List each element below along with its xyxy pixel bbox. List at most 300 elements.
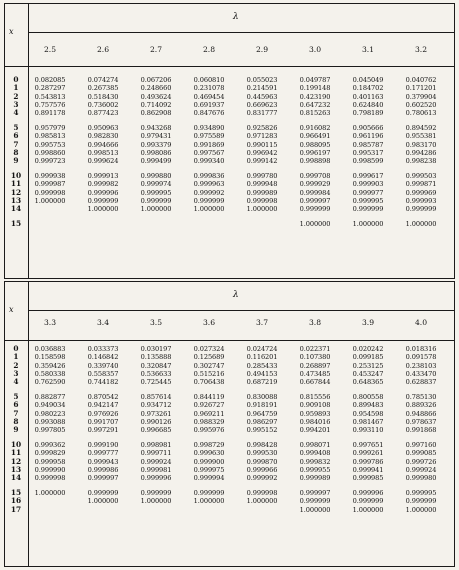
row-label: 6: [13, 400, 19, 410]
table-cell: 0.995976: [193, 426, 225, 435]
table-cell: 1.000000: [140, 205, 172, 214]
table-cell: 0.999999: [405, 205, 437, 214]
table-cell: 0.999708: [299, 172, 331, 180]
table-cell: 0.027324: [193, 345, 225, 353]
row-label: 15: [10, 219, 22, 228]
column-header: 2.7: [149, 45, 163, 54]
table-cell: 0.494153: [246, 369, 278, 378]
row-label: 5: [13, 123, 19, 132]
table-cell: 0.934890: [193, 124, 225, 132]
table-cell: 0.999903: [352, 180, 384, 189]
table-cell: 0.999996: [87, 188, 119, 197]
table-cell: 0.973261: [140, 409, 172, 418]
table-cell: 0.984016: [299, 417, 331, 426]
header-bottom-rule: [5, 66, 454, 67]
table-cell: 0.998238: [405, 157, 437, 166]
table-cell: 0.916082: [299, 124, 331, 132]
table-cell: 0.889326: [405, 401, 437, 410]
row-header-x: x: [9, 305, 14, 314]
table-cell: 0.997651: [352, 441, 384, 449]
table-cell: 0.830088: [246, 393, 278, 401]
row-label: 0: [13, 344, 19, 353]
table-cell: 0.669623: [246, 100, 278, 109]
table-cell: 0.994666: [87, 140, 119, 149]
table-cell: 0.238103: [405, 361, 437, 370]
table-cell: 0.999871: [405, 180, 437, 189]
table-cell: 0.815556: [299, 393, 331, 401]
table-cell: 0.999913: [87, 172, 119, 180]
table-cell: 0.024724: [246, 345, 278, 353]
table-cell: 0.999997: [299, 489, 331, 497]
table-cell: 0.999929: [299, 180, 331, 189]
table-cell: 0.999786: [352, 457, 384, 466]
table-cell: 0.999996: [352, 489, 384, 497]
table-cell: 0.036883: [34, 345, 66, 353]
table-cell: 0.999999: [352, 205, 384, 214]
table-cell: 0.999998: [246, 196, 278, 205]
table-cell: 0.624840: [352, 100, 384, 109]
table-cell: 0.995753: [34, 140, 66, 149]
row-label: 13: [10, 195, 22, 205]
row-label: 7: [13, 408, 19, 418]
column-header: 3.1: [361, 45, 375, 54]
table-cell: 0.706438: [193, 378, 225, 387]
table-cell: 0.800558: [352, 393, 384, 401]
table-cell: 0.815263: [299, 109, 331, 118]
table-cell: 0.999999: [299, 497, 331, 506]
table-cell: 0.980223: [34, 409, 66, 418]
column-header: 3.3: [43, 318, 57, 327]
table-cell: 0.999938: [34, 172, 66, 180]
table-cell: 0.999997: [299, 196, 331, 205]
table-cell: 0.214591: [246, 84, 278, 93]
row-label: 10: [10, 440, 22, 449]
column-header: 2.8: [202, 45, 216, 54]
table-cell: 0.135888: [140, 353, 172, 362]
table-cell: 0.248660: [140, 84, 172, 93]
table-cell: 0.107380: [299, 353, 331, 362]
table-cell: 0.999723: [34, 157, 66, 166]
row-label: 9: [13, 156, 19, 166]
table-cell: 0.628837: [405, 378, 437, 387]
table-cell: 0.955381: [405, 132, 437, 141]
table-cell: 0.999943: [87, 457, 119, 466]
table-cell: 0.580338: [34, 369, 66, 378]
table-cell: 0.030197: [140, 345, 172, 353]
table-cell: 0.647232: [299, 100, 331, 109]
table-cell: 1.000000: [405, 220, 437, 228]
table-cell: 0.999992: [246, 474, 278, 483]
table-cell: 1.000000: [193, 497, 225, 506]
table-cell: 0.894592: [405, 124, 437, 132]
table-cell: 0.862908: [140, 109, 172, 118]
table-cell: 0.905666: [352, 124, 384, 132]
table-cell: 0.998428: [246, 441, 278, 449]
table-cell: 0.999982: [87, 180, 119, 189]
table-cell: 0.473485: [299, 369, 331, 378]
table-cell: 0.060810: [193, 76, 225, 84]
column-header: 2.6: [96, 45, 110, 54]
column-header: 2.9: [255, 45, 269, 54]
table-cell: 0.687219: [246, 378, 278, 387]
table-cell: 0.999261: [352, 449, 384, 458]
table-cell: 0.988329: [193, 417, 225, 426]
table-cell: 0.998086: [140, 148, 172, 157]
table-cell: 0.999981: [140, 465, 172, 474]
table-cell: 0.999997: [87, 474, 119, 483]
table-cell: 1.000000: [140, 497, 172, 506]
table-cell: 0.999499: [140, 157, 172, 166]
table-cell: 0.981467: [352, 417, 384, 426]
table-cell: 0.997805: [34, 426, 66, 435]
table-cell: 0.857614: [140, 393, 172, 401]
table-cell: 0.999969: [405, 188, 437, 197]
table-cell: 0.999975: [193, 465, 225, 474]
row-label: 4: [13, 377, 19, 387]
table-cell: 0.899483: [352, 401, 384, 410]
table-cell: 0.445963: [246, 92, 278, 101]
table-cell: 0.999624: [87, 157, 119, 166]
table-cell: 0.978637: [405, 417, 437, 426]
table-cell: 0.993088: [34, 417, 66, 426]
table-cell: 0.999711: [140, 449, 172, 458]
table-cell: 0.882877: [34, 393, 66, 401]
table-cell: 0.999999: [193, 489, 225, 497]
table-cell: 1.000000: [34, 489, 66, 497]
table-cell: 1.000000: [246, 205, 278, 214]
table-cell: 0.231078: [193, 84, 225, 93]
row-label: 11: [10, 179, 22, 189]
table-cell: 0.158598: [34, 353, 66, 362]
table-cell: 0.985787: [352, 140, 384, 149]
table-cell: 0.964759: [246, 409, 278, 418]
cumulative-table-bottom: [4, 281, 455, 567]
table-cell: 0.999999: [405, 497, 437, 506]
table-cell: 0.285433: [246, 361, 278, 370]
table-cell: 0.999980: [405, 474, 437, 483]
lambda-symbol: λ: [233, 12, 239, 22]
table-cell: 0.847676: [193, 109, 225, 118]
table-cell: 0.988095: [299, 140, 331, 149]
row-label: 2: [13, 360, 19, 370]
table-cell: 0.831777: [246, 109, 278, 118]
column-header: 3.2: [414, 45, 428, 54]
row-label: 1: [13, 352, 19, 362]
table-cell: 0.999990: [34, 465, 66, 474]
table-cell: 0.925826: [246, 124, 278, 132]
table-cell: 0.379904: [405, 92, 437, 101]
table-cell: 0.999999: [140, 489, 172, 497]
table-cell: 0.725445: [140, 378, 172, 387]
table-cell: 0.453247: [352, 369, 384, 378]
table-cell: 0.976926: [87, 409, 119, 418]
header-bottom-rule: [5, 340, 454, 341]
table-cell: 0.714092: [140, 100, 172, 109]
table-cell: 0.543813: [34, 92, 66, 101]
row-label: 12: [10, 456, 22, 466]
table-cell: 0.055023: [246, 76, 278, 84]
table-cell: 0.146842: [87, 353, 119, 362]
row-label: 0: [13, 75, 19, 84]
table-cell: 0.125689: [193, 353, 225, 362]
column-header: 4.0: [414, 318, 428, 327]
table-cell: 0.116201: [246, 353, 278, 362]
table-cell: 0.798189: [352, 109, 384, 118]
table-cell: 0.999999: [87, 196, 119, 205]
table-cell: 0.199148: [299, 84, 331, 93]
table-cell: 0.954598: [352, 409, 384, 418]
table-cell: 0.998513: [87, 148, 119, 157]
row-label: 8: [13, 416, 19, 426]
column-header: 3.0: [308, 45, 322, 54]
table-cell: 0.691937: [193, 100, 225, 109]
table-cell: 0.870542: [87, 393, 119, 401]
row-header-x: x: [9, 27, 14, 36]
table-cell: 0.999085: [405, 449, 437, 458]
table-cell: 0.999142: [246, 157, 278, 166]
table-cell: 0.359426: [34, 361, 66, 370]
header-divider: [28, 32, 454, 33]
table-cell: 0.999998: [34, 474, 66, 483]
table-cell: 0.999726: [405, 457, 437, 466]
table-cell: 0.999989: [246, 188, 278, 197]
table-cell: 0.993110: [352, 426, 384, 435]
cumulative-table-top: [4, 3, 455, 279]
header-divider: [28, 310, 454, 311]
table-cell: 0.998981: [140, 441, 172, 449]
row-label: 4: [13, 108, 19, 118]
table-cell: 0.602520: [405, 100, 437, 109]
table-cell: 0.998599: [352, 157, 384, 166]
row-label: 16: [10, 496, 22, 506]
table-cell: 0.999992: [193, 188, 225, 197]
table-cell: 0.045049: [352, 76, 384, 84]
table-cell: 0.493624: [140, 92, 172, 101]
table-cell: 0.991869: [193, 140, 225, 149]
table-cell: 0.934712: [140, 401, 172, 410]
table-cell: 0.999998: [246, 489, 278, 497]
table-cell: 0.022371: [299, 345, 331, 353]
table-cell: 0.999999: [299, 205, 331, 214]
table-cell: 0.780613: [405, 109, 437, 118]
table-cell: 0.998729: [193, 441, 225, 449]
table-cell: 0.999408: [299, 449, 331, 458]
table-cell: 0.997160: [405, 441, 437, 449]
table-cell: 0.991707: [87, 417, 119, 426]
table-cell: 0.918191: [246, 401, 278, 410]
table-cell: 0.993379: [140, 140, 172, 149]
row-label: 7: [13, 139, 19, 149]
table-cell: 1.000000: [299, 505, 331, 514]
row-label: 9: [13, 425, 19, 435]
table-cell: 0.996942: [246, 148, 278, 157]
table-cell: 0.785130: [405, 393, 437, 401]
table-cell: 0.999880: [140, 172, 172, 180]
table-cell: 0.744182: [87, 378, 119, 387]
table-cell: 0.986297: [246, 417, 278, 426]
table-cell: 0.999924: [140, 457, 172, 466]
table-cell: 0.320847: [140, 361, 172, 370]
row-label: 1: [13, 83, 19, 93]
table-cell: 0.999777: [87, 449, 119, 458]
table-cell: 0.998860: [34, 148, 66, 157]
table-cell: 0.074274: [87, 76, 119, 84]
table-cell: 1.000000: [405, 505, 437, 514]
column-header: 2.5: [43, 45, 57, 54]
table-cell: 0.957979: [34, 124, 66, 132]
table-cell: 0.999530: [246, 449, 278, 458]
table-cell: 0.999998: [34, 188, 66, 197]
table-cell: 0.966491: [299, 132, 331, 141]
table-cell: 0.999995: [405, 489, 437, 497]
row-label: 5: [13, 392, 19, 401]
table-cell: 0.999995: [352, 196, 384, 205]
column-header: 3.9: [361, 318, 375, 327]
table-cell: 0.997567: [193, 148, 225, 157]
row-label: 15: [10, 488, 22, 497]
row-label: 6: [13, 131, 19, 141]
table-cell: 1.000000: [246, 497, 278, 506]
table-cell: 0.979431: [140, 132, 172, 141]
table-cell: 0.287297: [34, 84, 66, 93]
column-header: 3.5: [149, 318, 163, 327]
row-label: 8: [13, 147, 19, 157]
table-cell: 0.991868: [405, 426, 437, 435]
table-cell: 0.302747: [193, 361, 225, 370]
table-cell: 0.253125: [352, 361, 384, 370]
row-label: 14: [10, 473, 22, 483]
table-cell: 0.999829: [34, 449, 66, 458]
table-cell: 0.990115: [246, 140, 278, 149]
table-cell: 0.339740: [87, 361, 119, 370]
table-cell: 0.469454: [193, 92, 225, 101]
row-label: 17: [10, 504, 22, 514]
table-cell: 0.999984: [299, 188, 331, 197]
table-cell: 0.950963: [87, 124, 119, 132]
table-cell: 0.998071: [299, 441, 331, 449]
table-cell: 0.667844: [299, 378, 331, 387]
column-header: 3.6: [202, 318, 216, 327]
table-cell: 0.877423: [87, 109, 119, 118]
table-cell: 0.999963: [193, 180, 225, 189]
table-cell: 0.996197: [299, 148, 331, 157]
table-cell: 0.997291: [87, 426, 119, 435]
column-header: 3.4: [96, 318, 110, 327]
table-cell: 0.267385: [87, 84, 119, 93]
table-cell: 0.999955: [299, 465, 331, 474]
table-cell: 0.999941: [352, 465, 384, 474]
table-cell: 0.171201: [405, 84, 437, 93]
table-cell: 1.000000: [193, 205, 225, 214]
table-cell: 1.000000: [299, 220, 331, 228]
table-cell: 0.969211: [193, 409, 225, 418]
table-cell: 0.999832: [299, 457, 331, 466]
table-cell: 0.999996: [140, 474, 172, 483]
lambda-symbol: λ: [233, 290, 239, 300]
table-cell: 0.999948: [246, 180, 278, 189]
table-cell: 0.736002: [87, 100, 119, 109]
table-cell: 0.018316: [405, 345, 437, 353]
table-cell: 0.067206: [140, 76, 172, 84]
table-cell: 1.000000: [87, 497, 119, 506]
table-cell: 0.999989: [299, 474, 331, 483]
table-cell: 0.999503: [405, 172, 437, 180]
table-cell: 0.994286: [405, 148, 437, 157]
table-cell: 0.975589: [193, 132, 225, 141]
table-cell: 0.985813: [34, 132, 66, 141]
row-label: 2: [13, 91, 19, 101]
table-cell: 0.949034: [34, 401, 66, 410]
table-cell: 0.999994: [193, 474, 225, 483]
table-cell: 0.844119: [193, 393, 225, 401]
row-label: 3: [13, 99, 19, 109]
table-cell: 0.099185: [352, 353, 384, 362]
table-cell: 0.926727: [193, 401, 225, 410]
table-cell: 1.000000: [87, 205, 119, 214]
table-cell: 0.999999: [352, 497, 384, 506]
table-cell: 0.518430: [87, 92, 119, 101]
table-cell: 0.999995: [140, 188, 172, 197]
row-label: 11: [10, 448, 22, 458]
table-cell: 0.536633: [140, 369, 172, 378]
table-cell: 0.999924: [405, 465, 437, 474]
row-label: 10: [10, 171, 22, 180]
table-cell: 0.049787: [299, 76, 331, 84]
table-cell: 0.942147: [87, 401, 119, 410]
table-cell: 0.990126: [140, 417, 172, 426]
table-cell: 0.515216: [193, 369, 225, 378]
row-label: 3: [13, 368, 19, 378]
table-cell: 0.982830: [87, 132, 119, 141]
table-cell: 1.000000: [352, 505, 384, 514]
row-label: 12: [10, 187, 22, 197]
table-cell: 0.040762: [405, 76, 437, 84]
table-cell: 0.648365: [352, 378, 384, 387]
table-cell: 0.909108: [299, 401, 331, 410]
table-cell: 0.959893: [299, 409, 331, 418]
table-cell: 0.433470: [405, 369, 437, 378]
table-cell: 0.999977: [352, 188, 384, 197]
table-cell: 0.961196: [352, 132, 384, 141]
table-cell: 0.999617: [352, 172, 384, 180]
table-cell: 1.000000: [34, 196, 66, 205]
column-header: 3.8: [308, 318, 322, 327]
table-cell: 0.757576: [34, 100, 66, 109]
table-cell: 0.999974: [140, 180, 172, 189]
table-cell: 0.994201: [299, 426, 331, 435]
table-cell: 0.999630: [193, 449, 225, 458]
table-cell: 0.999985: [352, 474, 384, 483]
table-cell: 0.020242: [352, 345, 384, 353]
table-cell: 0.995317: [352, 148, 384, 157]
table-cell: 0.999362: [34, 441, 66, 449]
table-cell: 0.891178: [34, 109, 66, 118]
table-cell: 0.423190: [299, 92, 331, 101]
table-cell: 0.999966: [246, 465, 278, 474]
table-cell: 0.999993: [405, 196, 437, 205]
table-cell: 0.999340: [193, 157, 225, 166]
table-cell: 0.971283: [246, 132, 278, 141]
row-label: 14: [10, 204, 22, 214]
table-cell: 0.999999: [193, 196, 225, 205]
table-cell: 0.998898: [299, 157, 331, 166]
table-cell: 0.082085: [34, 76, 66, 84]
table-cell: 0.999958: [34, 457, 66, 466]
column-header: 3.7: [255, 318, 269, 327]
table-cell: 0.999999: [140, 196, 172, 205]
table-cell: 0.999900: [193, 457, 225, 466]
table-cell: 0.943268: [140, 124, 172, 132]
